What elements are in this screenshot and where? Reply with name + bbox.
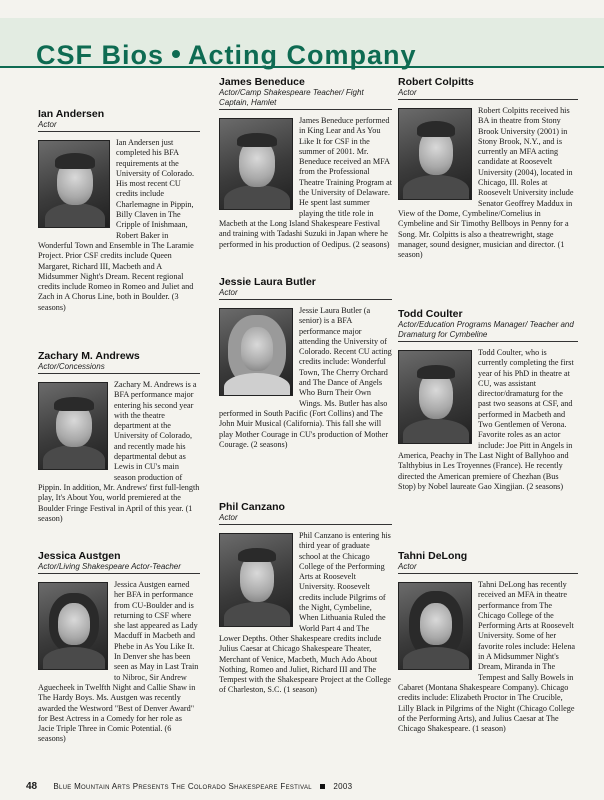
bio-text: Tahni DeLong has recently received an MFA in theatre performance from The Chicago College of the Performing Arts at Roosevelt University. Some of her favorite roles include: Helena in A Midsummer Night's Dream, Miranda in The Tempest and Sally Bowels in Cabaret (Montana Shakespeare Company). Chicago credits include: Elizabeth Proctor in The Crucible, Lilly Black in Pilgrims of the Night (Chicago College of the Performing Arts), and Julius Caesar at The Chicago Shakespeare. (1 season) [398, 580, 576, 734]
column-right [398, 76, 578, 744]
square-bullet-icon [320, 784, 325, 789]
bio-entry [38, 350, 200, 540]
publication-year: 2003 [333, 782, 353, 791]
bio-entry [38, 108, 200, 340]
bio-name: Phil Canzano [219, 501, 285, 513]
bio-name: Todd Coulter [398, 308, 463, 320]
bio-text: James Beneduce performed in King Lear and As You Like It for CSF in the summer of 2001. Mr. Beneduce received an MFA from the Professional Theatre Training Program at the University of Delaware. He spent last summer playing the title role in Macbeth at the Long Island Shakespeare Festival and training with Tadashi Suzuki in Japan where he performed in his production of Oedipus. (2 seasons) [219, 116, 393, 249]
headshot-photo [398, 108, 472, 200]
headshot-photo [219, 118, 293, 210]
bio-role: Actor [398, 88, 578, 100]
bio-text: Todd Coulter, who is currently completing the first year of his PhD in theatre at CU, was assistant director/dramaturg for the past two seasons at CSF, and performed in Macbeth and Two Gentlemen of Verona. Favorite roles as an actor include: Joe Pitt in Angels in America, Peachy in The Last Night of Ballyhoo and Talthybius in Les Troyennes (France). He recently directed the American premiere of Chezhan (Bus Stop) by Nobel laureate Gao Xingjian. (2 seasons) [398, 348, 574, 491]
page-footer [26, 781, 586, 792]
headshot-photo [398, 350, 472, 444]
bio-role: Actor/Camp Shakespeare Teacher/ Fight Captain, Hamlet [219, 88, 392, 110]
bio-name: Jessica Austgen [38, 550, 121, 562]
bio-entry [398, 76, 578, 298]
headshot-photo [38, 582, 108, 670]
bio-name: James Beneduce [219, 76, 305, 88]
column-left [38, 108, 200, 755]
title-part-2: Acting Company [188, 40, 417, 70]
title-part-1: CSF Bios [36, 40, 165, 70]
bio-role: Actor/Living Shakespeare Actor-Teacher [38, 562, 200, 574]
headshot-photo [219, 533, 293, 627]
bio-name: Tahni DeLong [398, 550, 468, 562]
bio-text: Phil Canzano is entering his third year of graduate school at the Chicago College of the Performing Arts at Roosevelt University. Roosevelt credits include Pilgrims of the Night, Cymbeline, When Lithuania Ruled the World Part 4 and The Lower Depths. Other Shakespeare credits include Julius Caesar at Chicago Shakespeare Theater, Merchant of Venice, Macbeth, Much Ado About Nothing, Romeo and Juliet, Richard III and The Tempest with the Shakespeare Project at the College of Charleston, S.C. (1 season) [219, 531, 391, 695]
bio-entry [38, 550, 200, 745]
headshot-photo [38, 140, 110, 228]
bio-text: Jessie Laura Butler (a senior) is a BFA performance major attending the University of Colorado. Recent CU acting credits include: Wonderful Town, The Cherry Orchard and The Dance of Angels Who Burn Their Own Wings. Ms. Butler has also performed in South Pacific (Fort Collins) and The John Muir Musical (California). This fall she will play Mother Courage in CU's production of Mother Courage. (2 seasons) [219, 306, 392, 449]
page-number: 48 [26, 781, 38, 792]
bio-name: Robert Colpitts [398, 76, 474, 88]
bio-entry [398, 308, 578, 540]
bio-text: Ian Andersen just completed his BFA requirements at the University of Colorado. His most recent CU credits include Charlemagne in Pippin, Billy Claven in The Cripple of Inishmaan, Robert Baker in Wonderful Town and Ensemble in The Laramie Project. Prior CSF credits include Queen Margaret, Richard III, Macbeth and A Midsummer Night's Dream. Recent regional credits include Romeo in Romeo and Juliet and Zach in A Chorus Line, both in Boulder. (3 seasons) [38, 138, 194, 312]
bio-entry [398, 550, 578, 734]
bio-role: Actor [38, 120, 200, 132]
bio-name: Ian Andersen [38, 108, 105, 120]
headshot-photo [398, 582, 472, 670]
publication-name: Blue Mountain Arts Presents The Colorado Shakespeare Festival [53, 782, 312, 791]
bio-text: Zachary M. Andrews is a BFA performance major entering his second year with the theatre department at the University of Colorado, and recently made his departmental debut as Lewis in CU's main season production of Pippin. In addition, Mr. Andrews' first full-length play, It's About You, world premiered at the Boulder Fringe Festival in April of this year. (1 season) [38, 380, 200, 523]
bio-role: Actor [219, 288, 392, 300]
section-banner [0, 18, 604, 68]
bio-entry [219, 76, 392, 266]
page-title [36, 40, 417, 71]
bio-role: Actor/Education Programs Manager/ Teacher and Dramaturg for Cymbeline [398, 320, 578, 342]
bullet-dot-icon [172, 50, 180, 58]
bio-role: Actor [398, 562, 578, 574]
bio-text: Robert Colpitts received his BA in theatre from Stony Brook University (2001) in Stony Brook, N.Y., and is currently an MFA acting candidate at Roosevelt University (2004), located in Chicago, Ill. Roles at Roosevelt University include Senator Geoffrey Maddux in View of the Dome, Cymbeline/Cornelius in Cymbeline and Sir Timothy Bellboys in Penny for a Song. Mr. Colpitts is also a theatrewright, stage manager, sound designer, musician and director. (1 season) [398, 106, 574, 260]
bio-role: Actor/Concessions [38, 362, 200, 374]
bio-name: Zachary M. Andrews [38, 350, 140, 362]
bio-text: Jessica Austgen earned her BFA in performance from CU-Boulder and is returning to CSF where she last appeared as Lady Macduff in Macbeth and Phebe in As You Like It. In Denver she has been seen as May in Last Train to Nibroc, Sir Andrew Aguecheek in Twelfth Night and Callie Shaw in The Hardy Boys. Ms. Austgen was recently awarded the Westword "Best of Denver Award" for Best Actress in a Comedy for her role as Jacie Triple Three in Comic Potential. (6 seasons) [38, 580, 199, 744]
headshot-photo [38, 382, 108, 470]
headshot-photo [219, 308, 293, 396]
bio-role: Actor [219, 513, 392, 525]
bio-name: Jessie Laura Butler [219, 276, 316, 288]
bio-entry [219, 501, 392, 696]
bio-entry [219, 276, 392, 491]
column-middle [219, 76, 392, 706]
